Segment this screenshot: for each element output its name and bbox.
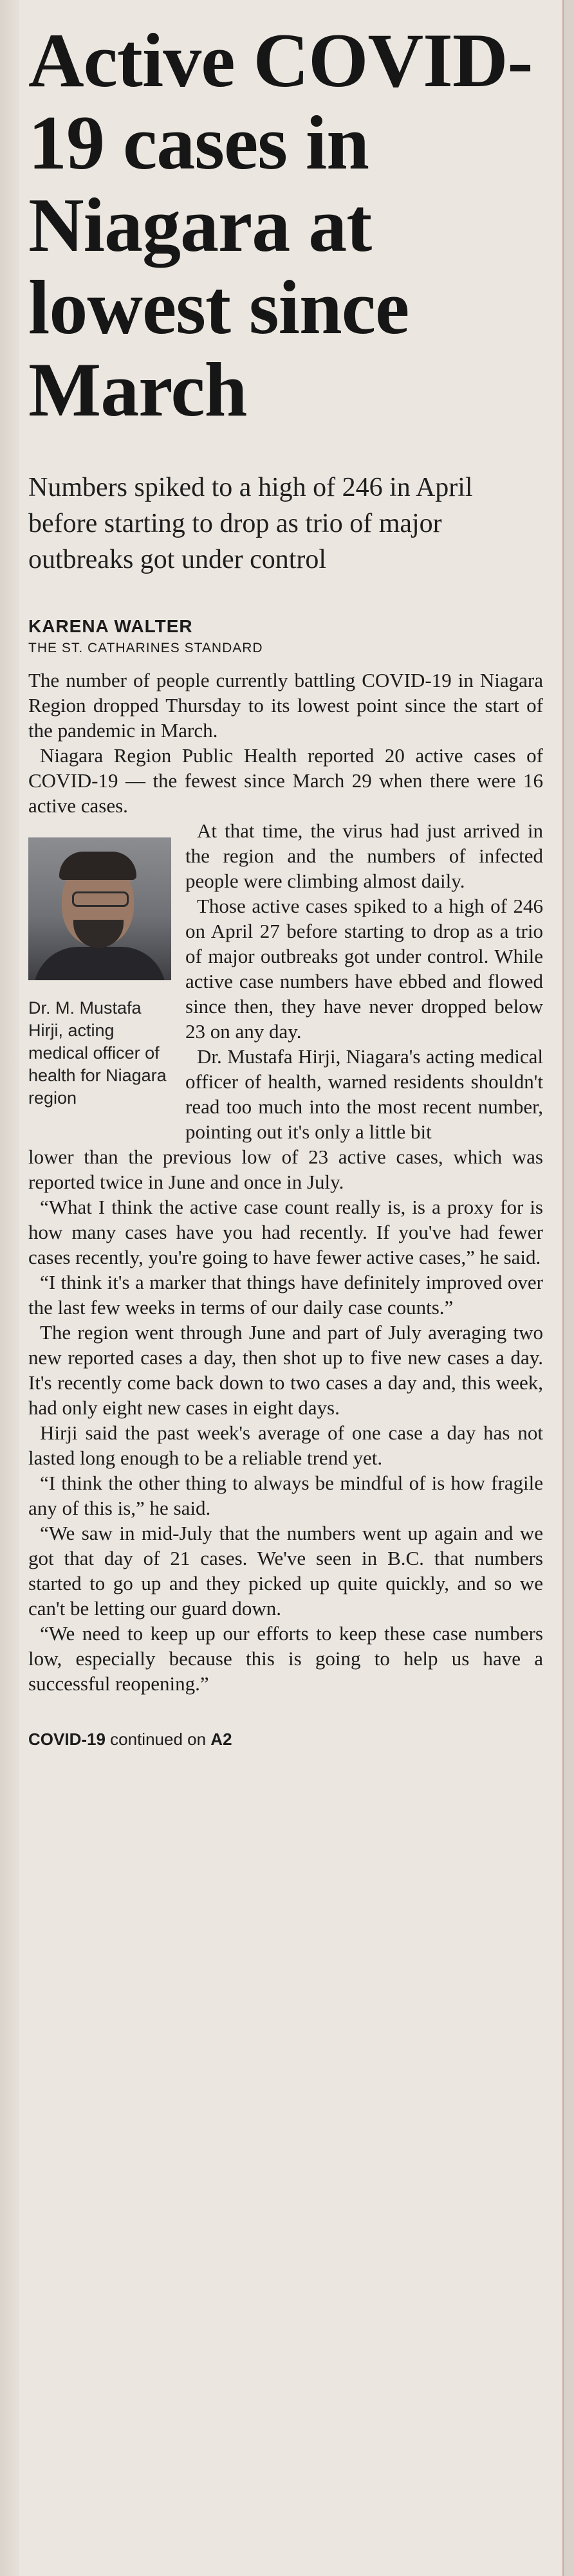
continued-page: A2 [210,1730,232,1749]
adjacent-page-edge-left [0,0,19,2576]
portrait-photo [28,837,171,980]
body-paragraph: Hirji said the past week's average of one case a day has not lasted long enough to be a reliable trend yet. [28,1421,543,1469]
body-paragraph: “We saw in mid-July that the numbers went up again and we got that day of 21 cases. We've seen in B.C. that numbers started to go up and they picked up quite quickly, and so we can't be letting our guard down. [28,1522,543,1620]
body-paragraph: The region went through June and part of July averaging two new reported cases a day, then shot up to five new cases a day. It's recently come back down to two cases a day and, this week, had only eight new cases in eight days. [28,1321,543,1419]
body-paragraph: lower than the previous low of 23 active cases, which was reported twice in June and once in July. [28,1146,543,1193]
deck: Numbers spiked to a high of 246 in April before starting to drop as trio of major outbreaks got under control [28,473,473,574]
headline: Active COVID-19 cases in Niagara at lowest since March [28,17,533,432]
author-name: KARENA WALTER [28,616,193,636]
continued-label: COVID-19 [28,1730,106,1749]
article [28,19,543,1749]
body-paragraph: “I think the other thing to always be mindful of is how fragile any of this is,” he said. [28,1472,543,1519]
publication-name: THE ST. CATHARINES STANDARD [28,641,263,655]
body-paragraph: Those active cases spiked to a high of 246 on April 27 before starting to drop as a trio of major outbreaks got under control. While active case numbers have ebbed and flowed since then, they have never dropped below 23 on any day. [185,895,543,1043]
photo-caption: Dr. M. Mustafa Hirji, acting medical officer of health for Niagara region [28,998,167,1108]
continued-reference [28,1730,543,1749]
body-paragraph: Dr. Mustafa Hirji, Niagara's acting medical officer of health, warned residents shouldn't read too much into the most recent number, pointing out it's only a little bit [185,1045,543,1143]
adjacent-page-edge-right [562,0,574,2576]
wrapped-text-column [185,818,543,1144]
body-paragraph: At that time, the virus had just arrived in the region and the numbers of infected people were climbing almost daily. [185,819,543,892]
body-paragraph: The number of people currently battling COVID-19 in Niagara Region dropped Thursday to its lowest point since the start of the pandemic in March. [28,669,543,742]
body-paragraph: “What I think the active case count really is, is a proxy for is how many cases have you had recently. If you've had fewer cases recently, you're going to have fewer active cases,” he said. [28,1196,543,1268]
photo-wrap-block [28,818,543,1144]
body-paragraph: Niagara Region Public Health reported 20 active cases of COVID-19 — the fewest since March 29 when there were 16 active cases. [28,744,543,817]
article-body [28,668,543,1696]
continued-text: continued on [110,1730,207,1749]
photo-column [28,818,171,1144]
byline [28,616,543,656]
body-paragraph: “I think it's a marker that things have definitely improved over the last few weeks in terms of our daily case counts.” [28,1271,543,1319]
body-paragraph: “We need to keep up our efforts to keep these case numbers low, especially because this is going to help us have a successful reopening.” [28,1622,543,1695]
